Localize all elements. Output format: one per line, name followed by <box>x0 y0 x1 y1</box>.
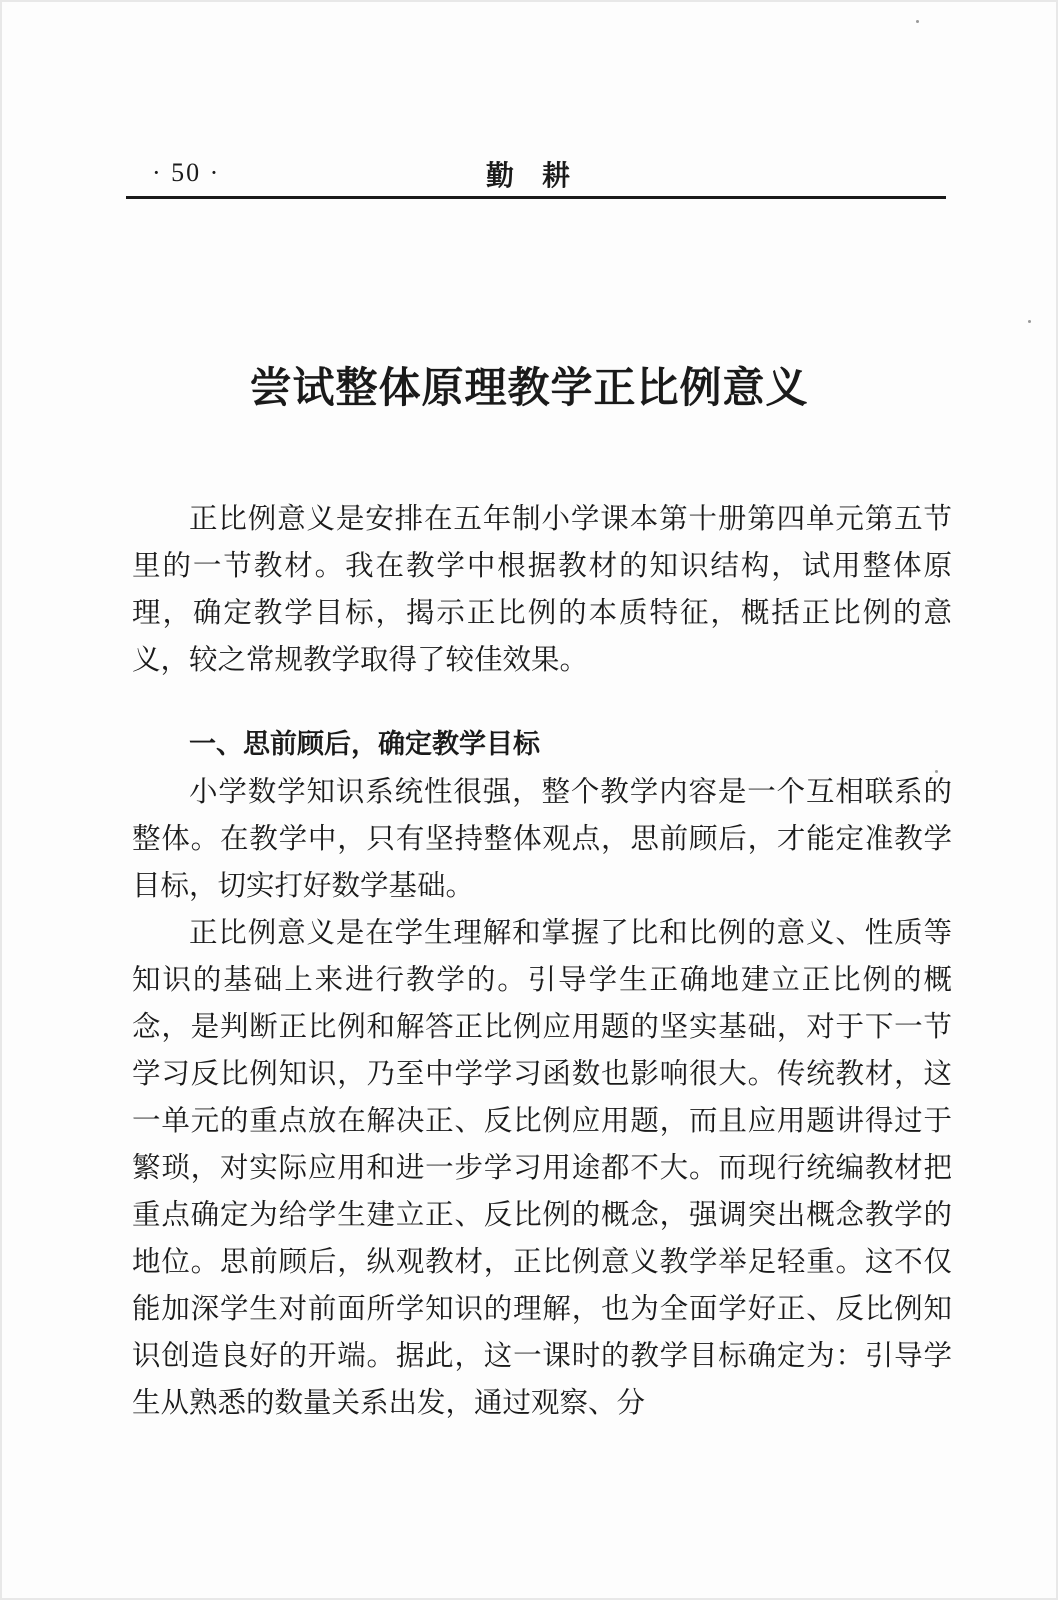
section-heading: 一、思前顾后，确定教学目标 <box>189 729 540 760</box>
intro-paragraph: 正比例意义是安排在五年制小学课本第十册第四单元第五节里的一节教材。我在教学中根据教材的知识结构，试用整体原理，确定教学目标，揭示正比例的本质特征，概括正比例的意义，较之常规教学取得了较佳效果。 <box>132 502 952 676</box>
page-number: · 50 · <box>152 158 221 187</box>
scan-speck <box>935 770 938 773</box>
article-body <box>132 495 952 1426</box>
scan-speck <box>1028 320 1031 323</box>
article-title: 尝试整体原理教学正比例意义 <box>249 363 809 412</box>
running-title: 勤耕 <box>486 159 599 192</box>
body-paragraph: 正比例意义是在学生理解和掌握了比和比例的意义、性质等知识的基础上来进行教学的。引导学生正确地建立正比例的概念，是判断正比例和解答正比例应用题的坚实基础，对于下一节学习反比例知识，乃至中学学习函数也影响很大。传统教材，这一单元的重点放在解决正、反比例应用题，而且应用题讲得过于繁琐，对实际应用和进一步学习用途都不大。而现行统编教材把重点确定为给学生建立正、反比例的概念，强调突出概念教学的地位。思前顾后，纵观教材，正比例意义教学举足轻重。这不仅能加深学生对前面所学知识的理解，也为全面学好正、反比例知识创造良好的开端。据此，这一课时的教学目标确定为：引导学生从熟悉的数量关系出发，通过观察、分 <box>132 916 952 1419</box>
scan-speck <box>916 20 919 23</box>
page-header <box>126 150 946 199</box>
body-paragraph: 小学数学知识系统性很强，整个教学内容是一个互相联系的整体。在教学中，只有坚持整体观点，思前顾后，才能定准教学目标，切实打好数学基础。 <box>132 775 952 902</box>
